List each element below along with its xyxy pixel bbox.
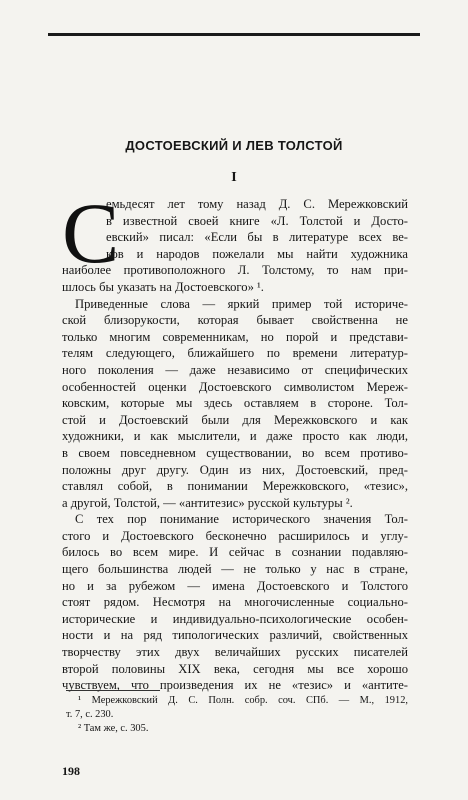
text-line: в известной своей книге «Л. Толстой и Досто- — [106, 213, 408, 228]
text-line: билось во всем мире. И сейчас в сознании подавляю- — [62, 545, 408, 560]
section-number: I — [231, 170, 237, 185]
text-line: Приведенные слова — яркий пример той историче- — [75, 296, 408, 311]
text-line: художники, и как мыслители, и даже просто как люди, — [62, 429, 408, 444]
text-line: ской близорукости, которая бывает свойственна не — [62, 313, 408, 328]
text-line: С тех пор понимание исторического значения Тол- — [75, 512, 408, 527]
text-line: ного поколения — даже независимо от специфических — [62, 362, 408, 377]
body-text — [62, 185, 408, 694]
text-line: но и за рубежом — имена Достоевского и Толстого — [62, 578, 408, 593]
text-line: наиболее противоположного Л. Толстому, то нам при- — [62, 263, 408, 278]
text-line: положны друг другу. Один из них, Достоевский, пред- — [62, 462, 408, 477]
text-line: ставлял собой, в понимании Мережковского, «тезис», — [62, 479, 408, 494]
footnote-line: ¹ Мережковский Д. С. Полн. собр. соч. СПб. — М., 1912, — [78, 695, 408, 706]
text-line: особенностей оценки Достоевского символистом Мереж- — [62, 379, 408, 394]
text-line: шлось бы указать на Достоевского» ¹. — [62, 279, 264, 294]
text-line: стого и Достоевского бесконечно расширилось и углу- — [62, 528, 408, 543]
text-line: щего большинства людей — не только у нас в стране, — [62, 562, 408, 577]
text-line: а другой, Толстой, — «антитезис» русской культуры ². — [62, 495, 353, 510]
text-line: стоят рядом. Несмотря на многочисленные социально- — [62, 595, 408, 610]
text-line: ков и народов пожелали мы найти художника — [106, 246, 408, 261]
footnotes — [66, 694, 408, 736]
text-line: в своем повседневном существовании, во всем противо- — [62, 445, 408, 460]
text-line: только многим современникам, но порой и представи- — [62, 329, 408, 344]
text-line: ности и на ряд типологических различий, свойственных — [62, 628, 408, 643]
text-line: евский» писал: «Если бы в литературе всех ве- — [106, 230, 408, 245]
top-rule — [48, 33, 420, 36]
text-line: емьдесят лет тому назад Д. С. Мережковский — [106, 197, 408, 211]
text-line: чувствуем, что произведения их не «тезис» и «антите- — [62, 678, 408, 693]
page-number: 198 — [62, 764, 80, 778]
text-line: телям следующего, ближайшего по времени литератур- — [62, 346, 408, 361]
footnote-line: т. 7, с. 230. — [66, 709, 114, 720]
text-line: ковским, которые мы здесь оставляем в стороне. Тол- — [62, 396, 408, 411]
text-line: творчеству этих двух величайших русских писателей — [62, 645, 408, 660]
footnote-rule — [66, 690, 160, 691]
text-line: второй половины XIX века, сегодня мы все хорошо — [62, 661, 408, 676]
drop-cap: С — [62, 185, 120, 281]
chapter-title: ДОСТОЕВСКИЙ И ЛЕВ ТОЛСТОЙ — [125, 138, 343, 153]
footnote-line: ² Там же, с. 305. — [78, 723, 149, 734]
text-line: стой и Достоевский были для Мережковского и как — [62, 412, 408, 427]
text-line: исторические и индивидуально-психологические особен- — [62, 611, 408, 626]
